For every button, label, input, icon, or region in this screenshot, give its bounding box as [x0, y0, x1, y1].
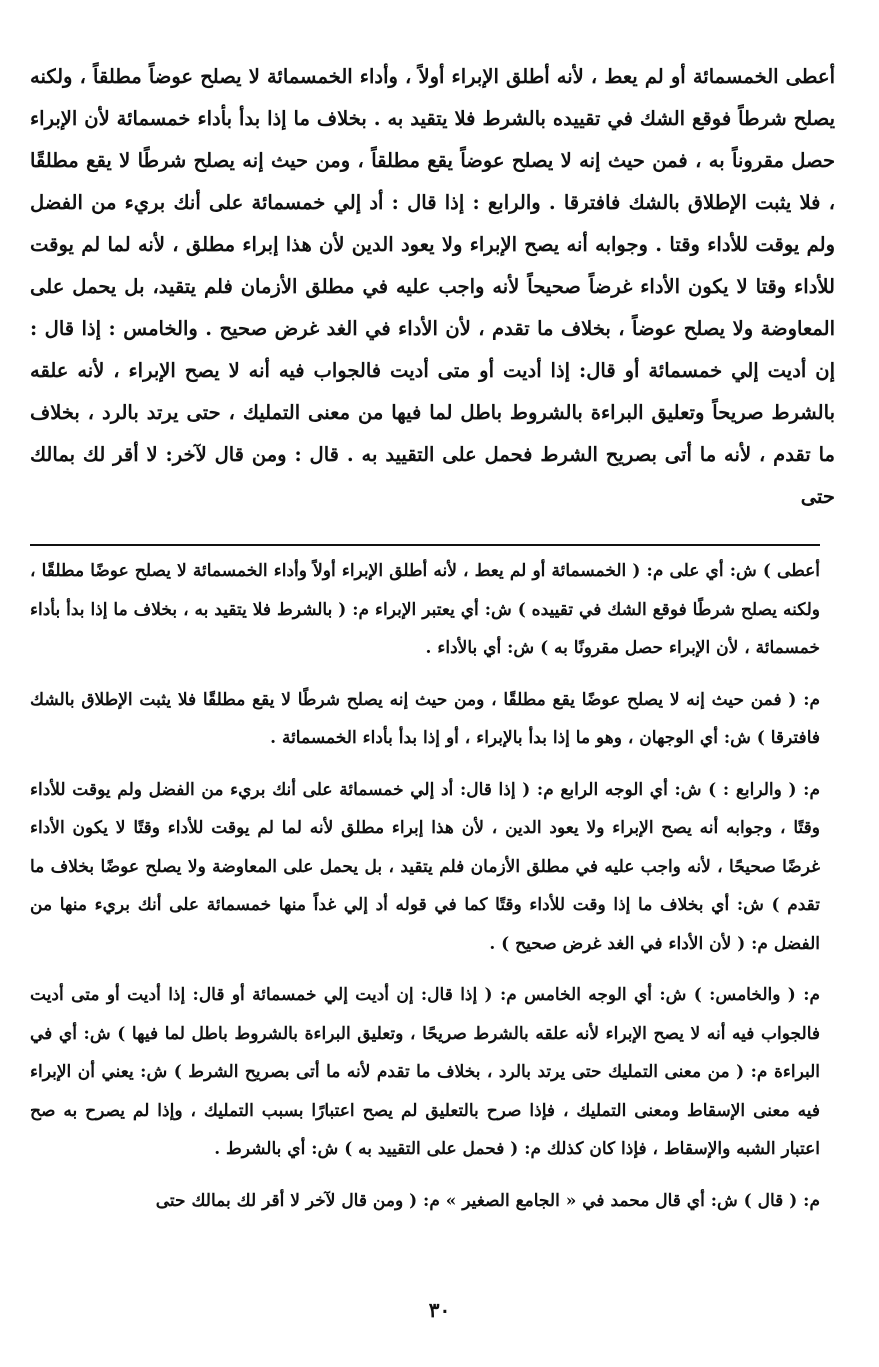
main-paragraph: أعطى الخمسمائة أو لم يعط ، لأنه أطلق الإبراء أولاً ، وأداء الخمسمائة لا يصلح عوضاً مطلقاً ، ولكنه يصلح شرطاً فوقع الشك في تقييده بالشرط فلا يتقيد به . بخلاف ما إذا بدأ بأداء خمسمائة لأن الإبراء حصل مقروناً به ، فمن حيث إنه لا يصلح عوضاً يقع مطلقاً ، ومن حيث إنه يصلح شرطًا لا يقع مطلقًا ، فلا يثبت الإطلاق بالشك فافترقا . والرابع : إذا قال : أد إلي خمسمائة على أنك بريء من الفضل ولم يوقت للأداء وقتا . وجوابه أنه يصح الإبراء ولا يعود الدين لأن هذا إبراء مطلق ، لأنه لما لم يوقت للأداء وقتا لا يكون الأداء غرضاً صحيحاً لأنه واجب عليه في مطلق الأزمان فلم يتقيد، بل يحمل على المعاوضة ولا يصلح عوضاً ، بخلاف ما تقدم ، لأن الأداء في الغد غرض صحيح . والخامس : إذا قال : إن أديت إلي خمسمائة أو قال: إذا أديت أو متى أديت فالجواب فيه أنه لا يصح الإبراء ، لأنه علقه بالشرط صريحاً وتعليق البراءة بالشروط باطل لما فيها من معنى التمليك ، حتى يرتد بالرد ، بخلاف ما تقدم ، لأنه ما أتى بصريح الشرط فحمل على التقييد به . قال : ومن قال لآخر: لا أقر لك بمالك حتى	[30, 65, 835, 508]
commentary-block	[30, 552, 820, 1233]
commentary-paragraph: أعطى ) ش: أي على م: ( الخمسمائة أو لم يعط ، لأنه أطلق الإبراء أولاً وأداء الخمسمائة لا يصلح عوضًا مطلقًا ، ولكنه يصلح شرطًا فوقع الشك في تقييده ) ش: أي يعتبر الإبراء م: ( بالشرط فلا يتقيد به ، بخلاف ما إذا بدأ بأداء خمسمائة ، لأن الإبراء حصل مقرونًا به ) ش: أي بالأداء .	[30, 561, 820, 658]
commentary-paragraph: م: ( فمن حيث إنه لا يصلح عوضًا يقع مطلقًا ، ومن حيث إنه يصلح شرطًا لا يقع مطلقًا فلا يثبت الإطلاق بالشك فافترقا ) ش: أي الوجهان ، وهو ما إذا بدأ بالإبراء ، أو إذا بدأ بأداء الخمسمائة .	[30, 689, 820, 748]
commentary-paragraph: م: ( قال ) ش: أي قال محمد في « الجامع الصغير » م: ( ومن قال لآخر لا أقر لك بمالك حتى	[155, 1190, 820, 1211]
commentary-paragraph: م: ( والرابع : ) ش: أي الوجه الرابع م: ( إذا قال: أد إلي خمسمائة على أنك بريء من الفضل ولم يوقت للأداء وقتًا ، وجوابه أنه يصح الإبراء ولا يعود الدين ، لأن هذا إبراء مطلق لأنه لما لم يوقت للأداء وقتًا لا يكون الأداء غرضًا صحيحًا ، لأنه واجب عليه في مطلق الأزمان فلم يتقيد ، بل يحمل على المعاوضة ولا يصلح عوضًا بخلاف ما تقدم ) ش: أي بخلاف ما إذا وقت للأداء وقتًا كما في قوله أد إلي غداً منها خمسمائة على أنك بريء منها من الفضل م: ( لأن الأداء في الغد غرض صحيح ) .	[30, 779, 820, 954]
main-text-block	[30, 56, 835, 518]
commentary-paragraph: م: ( والخامس: ) ش: أي الوجه الخامس م: ( إذا قال: إن أديت إلي خمسمائة أو قال: إذا أديت أو متى أديت فالجواب فيه أنه لا يصح الإبراء لأنه علقه بالشرط صريحًا ، وتعليق البراءة بالشروط باطل لما فيها ) ش: أي في البراءة م: ( من معنى التمليك حتى يرتد بالرد ، بخلاف ما تقدم لأنه ما أتى بصريح الشرط ) ش: يعني أن الإبراء فيه معنى الإسقاط ومعنى التمليك ، فإذا صرح بالتعليق لم يصح اعتبارًا بسبب التمليك ، وإذا لم يصرح به صح اعتبار الشبه والإسقاط ، فإذا كان كذلك م: ( فحمل على التقييد به ) ش: أي بالشرط .	[30, 985, 820, 1159]
page-number: ٣٠	[428, 1298, 451, 1322]
footnote-separator-line	[30, 544, 820, 546]
